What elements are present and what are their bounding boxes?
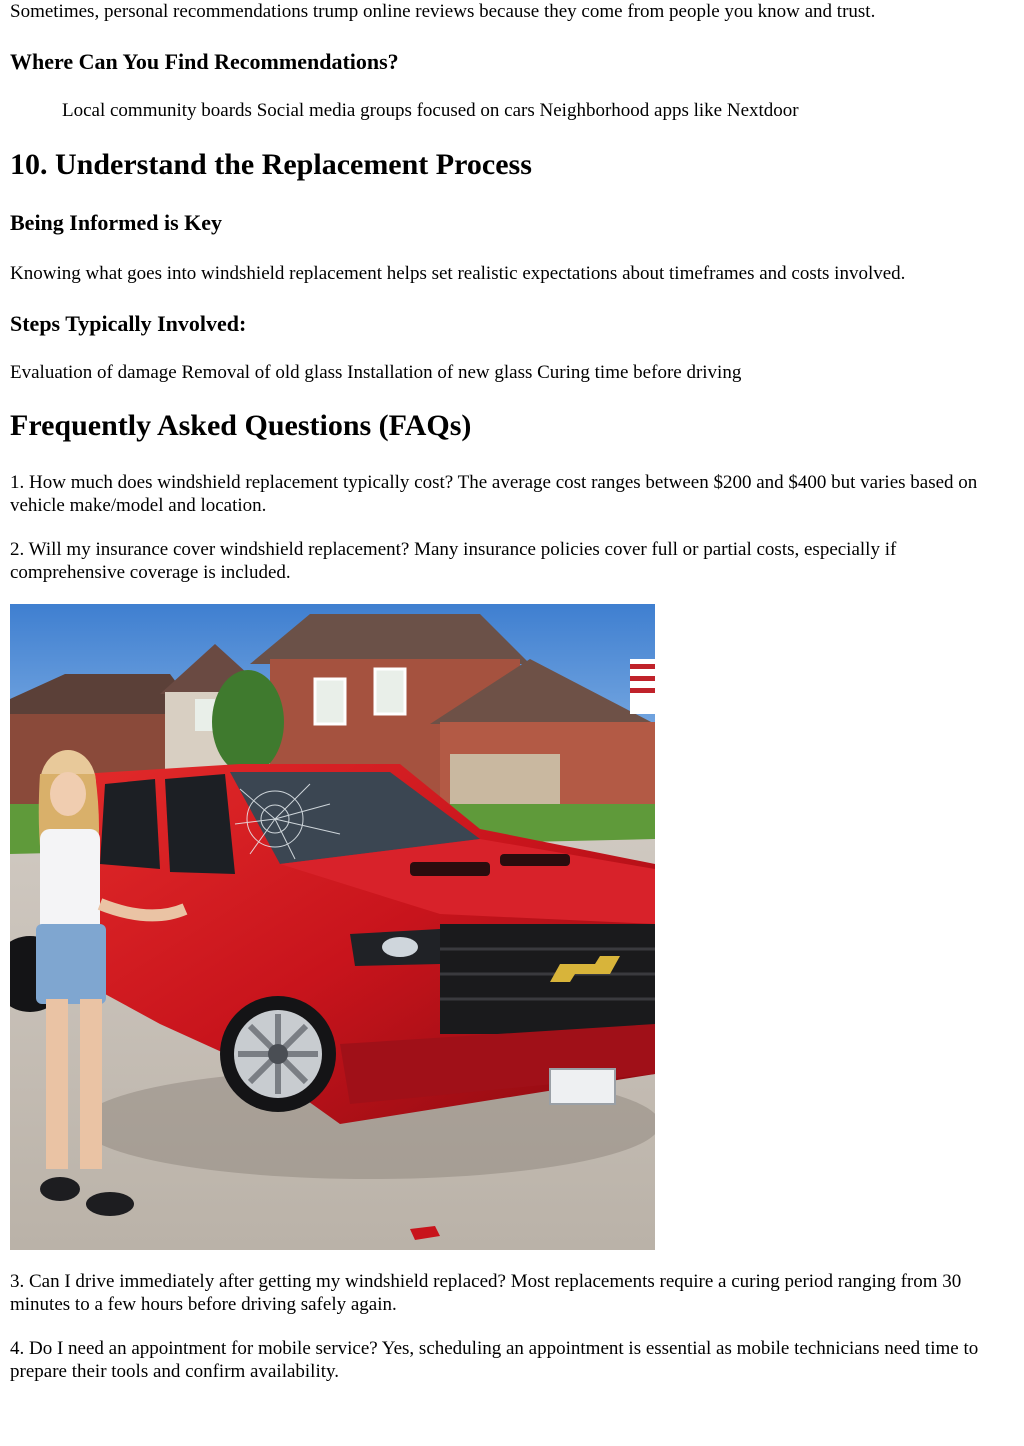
being-informed-heading: Being Informed is Key [10, 210, 223, 235]
intro-paragraph: Sometimes, personal recommendations trump online reviews because they come from people you know and trust. [10, 1, 876, 22]
broken-windshield-truck-image [10, 604, 655, 1250]
recommendations-heading: Where Can You Find Recommendations? [10, 49, 399, 74]
faq-heading: Frequently Asked Questions (FAQs) [10, 409, 472, 442]
being-informed-paragraph: Knowing what goes into windshield replacement helps set realistic expectations about timeframes and costs involved. [10, 263, 906, 284]
faq-item-1: 1. How much does windshield replacement typically cost? The average cost ranges between $200 and $400 but varies based on vehicle make/model and location. [10, 472, 978, 516]
faq-item-4: 4. Do I need an appointment for mobile service? Yes, scheduling an appointment is essential as mobile technicians need time to prepare their tools and confirm availability. [10, 1338, 979, 1382]
faq-item-2: 2. Will my insurance cover windshield replacement? Many insurance policies cover full or partial costs, especially if comprehensive coverage is included. [10, 539, 897, 583]
faq-item-3: 3. Can I drive immediately after getting my windshield replaced? Most replacements require a curing period ranging from 30 minutes to a few hours before driving safely again. [10, 1271, 962, 1315]
section-10-heading: 10. Understand the Replacement Process [10, 148, 532, 181]
steps-heading: Steps Typically Involved: [10, 311, 247, 336]
recommendations-list: Local community boards Social media groups focused on cars Neighborhood apps like Nextdoor [62, 100, 799, 121]
steps-list: Evaluation of damage Removal of old glass Installation of new glass Curing time before driving [10, 362, 742, 383]
